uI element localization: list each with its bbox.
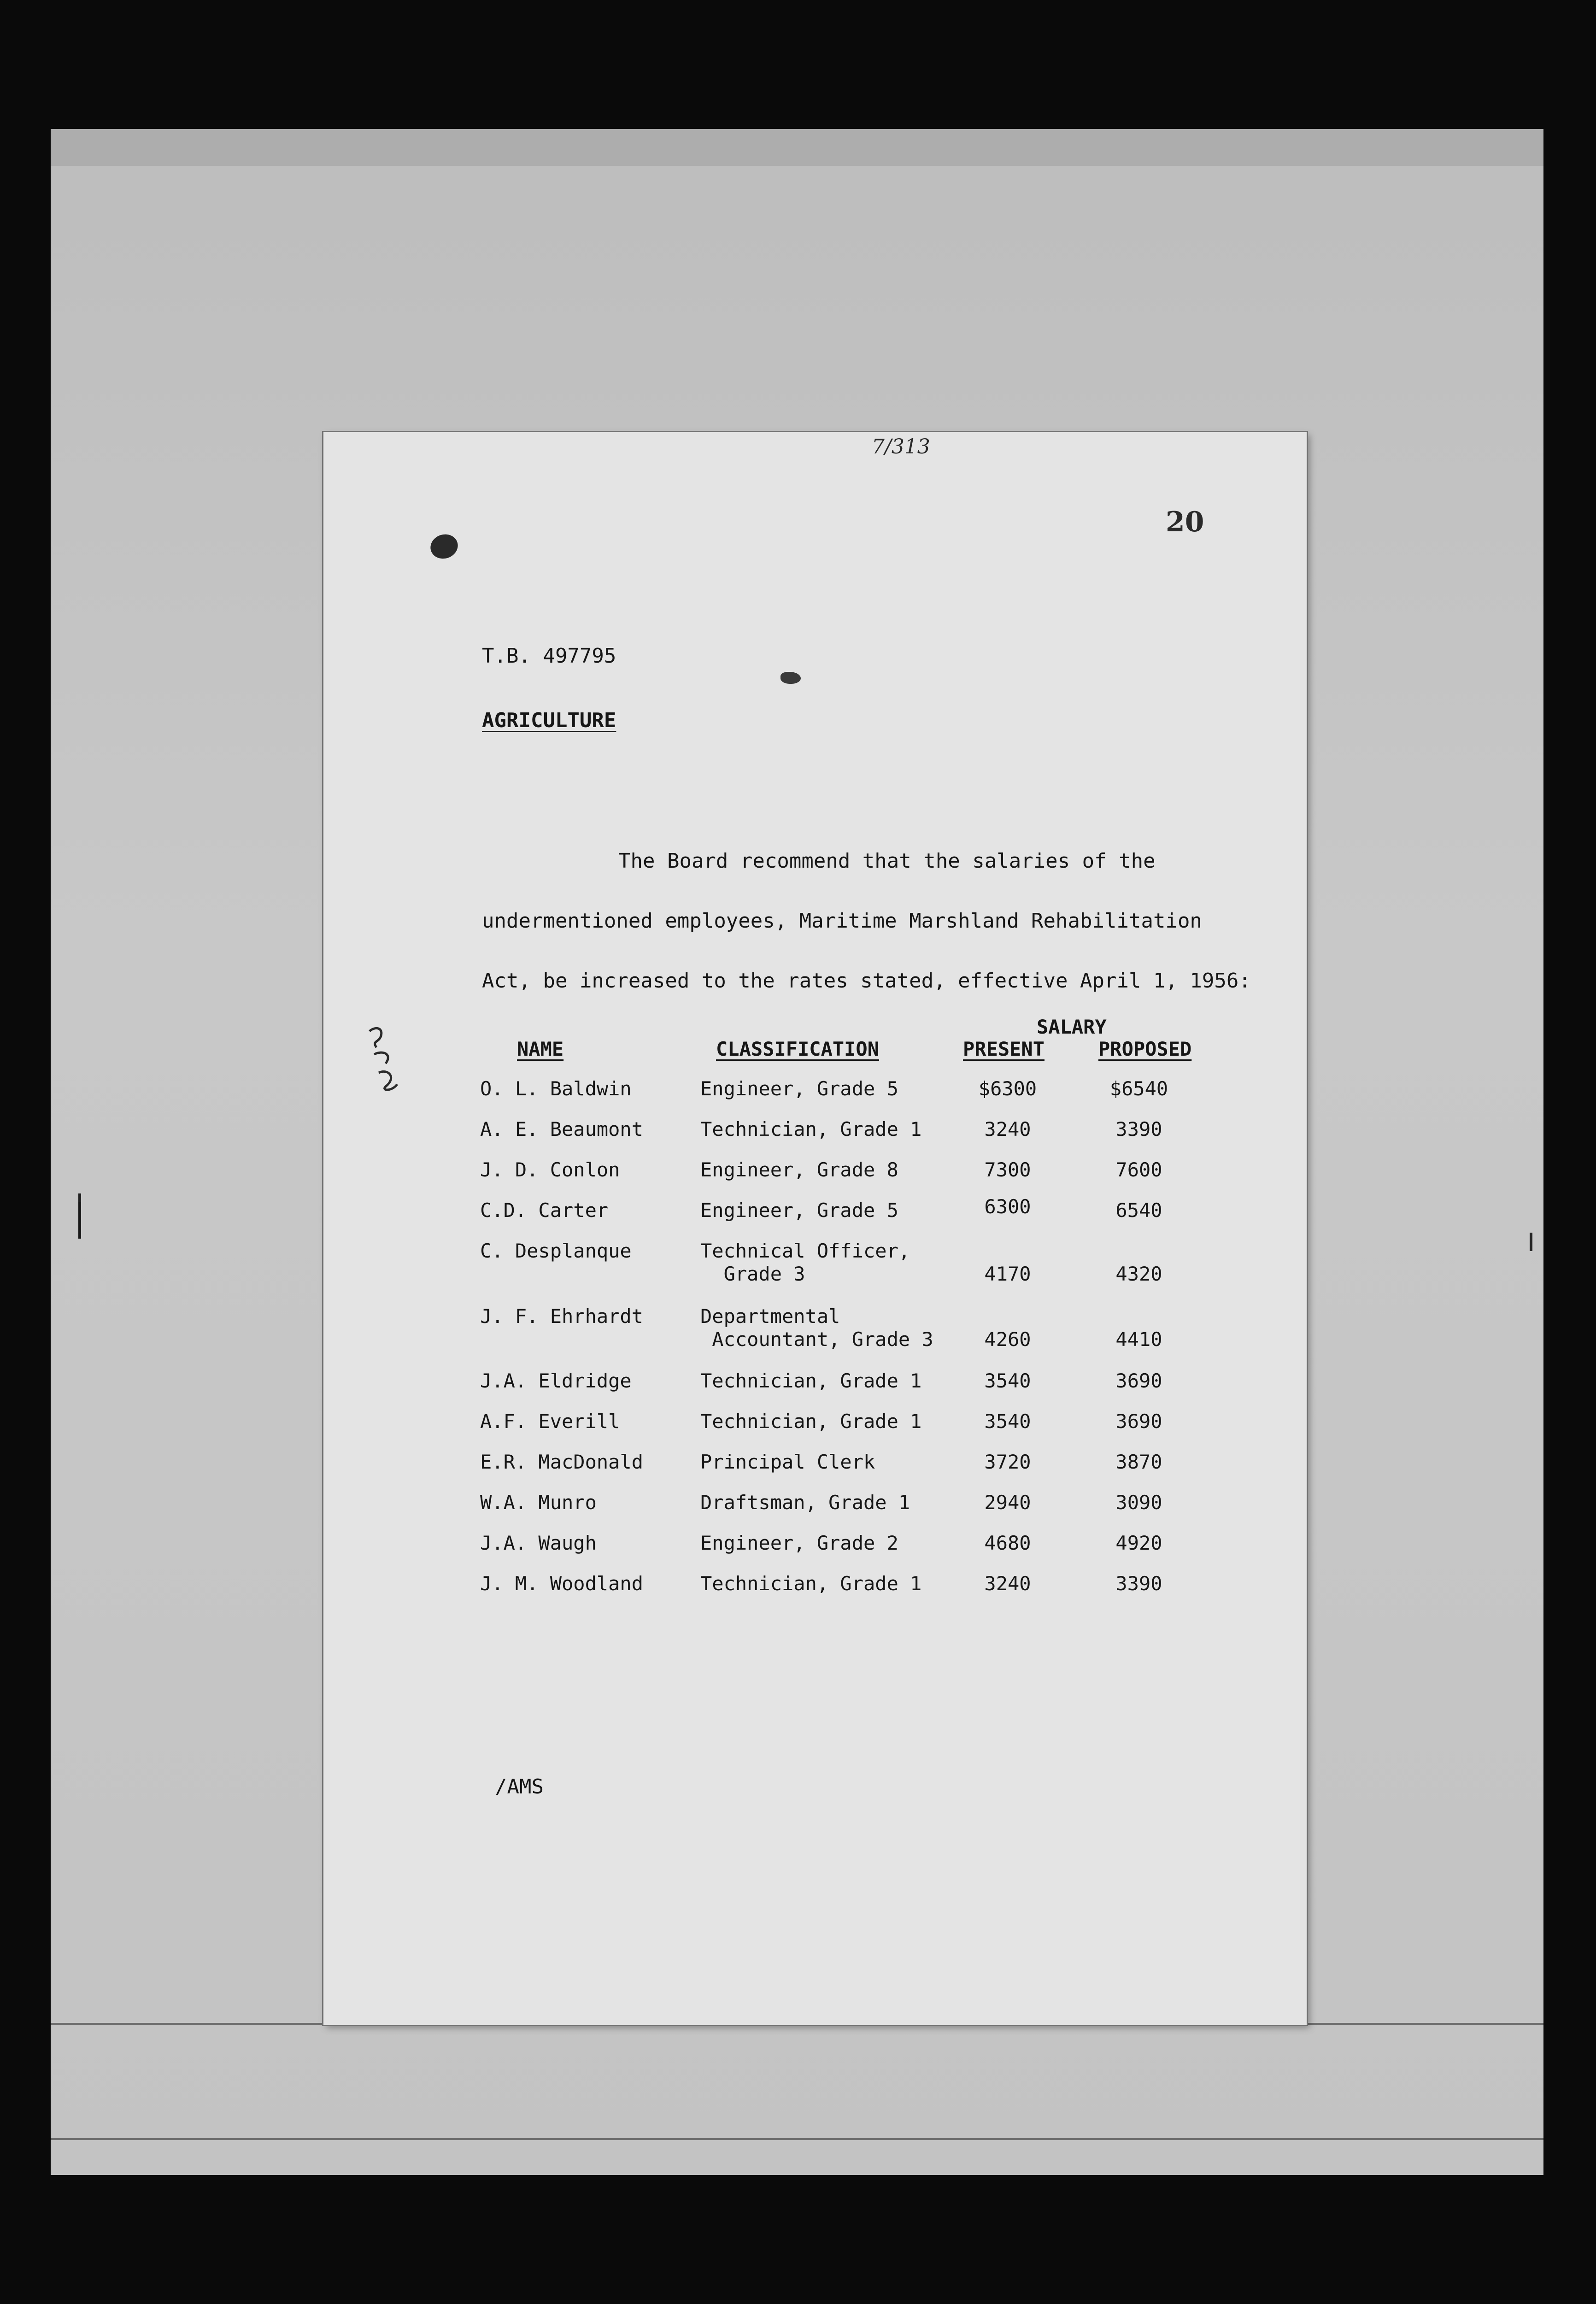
salary-present: 3720 <box>984 1451 1031 1473</box>
employee-classification: Engineer, Grade 8 <box>700 1158 898 1181</box>
intro-line-2: undermentioned employees, Maritime Marshland Rehabilitation <box>482 909 1202 933</box>
employee-name: C.D. Carter <box>480 1199 609 1222</box>
employee-name: O. L. Baldwin <box>480 1077 632 1100</box>
employee-classification: Draftsman, Grade 1 <box>700 1491 910 1514</box>
employee-classification: Technician, Grade 1 <box>700 1410 922 1433</box>
employee-classification: Technician, Grade 1 <box>700 1369 922 1392</box>
salary-present: 4170 <box>984 1263 1031 1285</box>
salary-present: 4680 <box>984 1532 1031 1554</box>
salary-present: 3240 <box>984 1572 1031 1595</box>
table-row <box>323 1532 1307 1572</box>
table-row <box>323 1118 1307 1158</box>
table-row <box>323 1305 1307 1365</box>
employee-name: W.A. Munro <box>480 1491 597 1514</box>
salary-proposed: $6540 <box>1109 1077 1168 1100</box>
employee-classification: Engineer, Grade 5 <box>700 1077 898 1100</box>
file-mark-handwritten: 7/313 <box>872 435 930 458</box>
margin-tick <box>78 1202 81 1239</box>
column-header-name: NAME <box>517 1038 564 1060</box>
employee-name: A.F. Everill <box>480 1410 620 1433</box>
department-heading: AGRICULTURE <box>482 709 616 732</box>
salary-present: 6300 <box>984 1195 1031 1218</box>
salary-present: $6300 <box>978 1077 1037 1100</box>
ink-mark-blot <box>427 531 461 562</box>
employee-name: C. Desplanque <box>480 1240 632 1262</box>
employee-name: J. F. Ehrhardt <box>480 1305 644 1328</box>
table-row <box>323 1572 1307 1613</box>
salary-present: 3540 <box>984 1410 1031 1433</box>
employee-classification: Technical Officer, Grade 3 <box>700 1240 910 1285</box>
salary-header: SALARY <box>1037 1016 1107 1038</box>
typist-initials: /AMS <box>495 1775 544 1799</box>
employee-classification: Engineer, Grade 5 <box>700 1199 898 1222</box>
salary-proposed: 3690 <box>1115 1410 1162 1433</box>
employee-classification: Technician, Grade 1 <box>700 1118 922 1140</box>
table-row <box>323 1195 1307 1240</box>
employee-classification: Technician, Grade 1 <box>700 1572 922 1595</box>
backing-divider-lower <box>51 2138 1543 2140</box>
salary-proposed: 7600 <box>1115 1158 1162 1181</box>
employee-name: E.R. MacDonald <box>480 1451 644 1473</box>
salary-present: 2940 <box>984 1491 1031 1514</box>
intro-line-1: The Board recommend that the salaries of the <box>618 849 1156 873</box>
employee-classification: Engineer, Grade 2 <box>700 1532 898 1554</box>
document-page <box>323 432 1307 2025</box>
column-header-classification: CLASSIFICATION <box>716 1038 880 1060</box>
table-row <box>323 1369 1307 1410</box>
employee-name: J. D. Conlon <box>480 1158 620 1181</box>
intro-line-3: Act, be increased to the rates stated, effective April 1, 1956: <box>482 969 1251 993</box>
employee-name: J.A. Waugh <box>480 1532 597 1554</box>
table-row <box>323 1077 1307 1118</box>
ink-smudge <box>780 672 801 684</box>
salary-proposed: 3870 <box>1115 1451 1162 1473</box>
table-row <box>323 1410 1307 1451</box>
backing-edge-mark-right <box>1530 1233 1532 1251</box>
page-number-stamp: 20 <box>1166 506 1204 538</box>
salary-proposed: 3090 <box>1115 1491 1162 1514</box>
salary-proposed: 3690 <box>1115 1369 1162 1392</box>
employee-name: J.A. Eldridge <box>480 1369 632 1392</box>
reference-number: T.B. 497795 <box>482 644 616 668</box>
column-header-proposed: PROPOSED <box>1098 1038 1192 1060</box>
salary-proposed: 4410 <box>1115 1328 1162 1351</box>
salary-proposed: 4320 <box>1115 1263 1162 1285</box>
salary-proposed: 3390 <box>1115 1118 1162 1140</box>
salary-present: 3240 <box>984 1118 1031 1140</box>
table-row <box>323 1491 1307 1532</box>
table-row <box>323 1451 1307 1491</box>
table-row <box>323 1158 1307 1199</box>
employee-name: J. M. Woodland <box>480 1572 644 1595</box>
salary-proposed: 6540 <box>1115 1199 1162 1222</box>
backing-top-band <box>51 129 1543 166</box>
salary-present: 7300 <box>984 1158 1031 1181</box>
salary-present: 4260 <box>984 1328 1031 1351</box>
salary-present: 3540 <box>984 1369 1031 1392</box>
column-header-present: PRESENT <box>963 1038 1045 1060</box>
employee-name: A. E. Beaumont <box>480 1118 644 1140</box>
employee-classification: Principal Clerk <box>700 1451 875 1473</box>
salary-proposed: 4920 <box>1115 1532 1162 1554</box>
employee-classification: Departmental Accountant, Grade 3 <box>700 1305 933 1351</box>
salary-proposed: 3390 <box>1115 1572 1162 1595</box>
table-row <box>323 1240 1307 1299</box>
